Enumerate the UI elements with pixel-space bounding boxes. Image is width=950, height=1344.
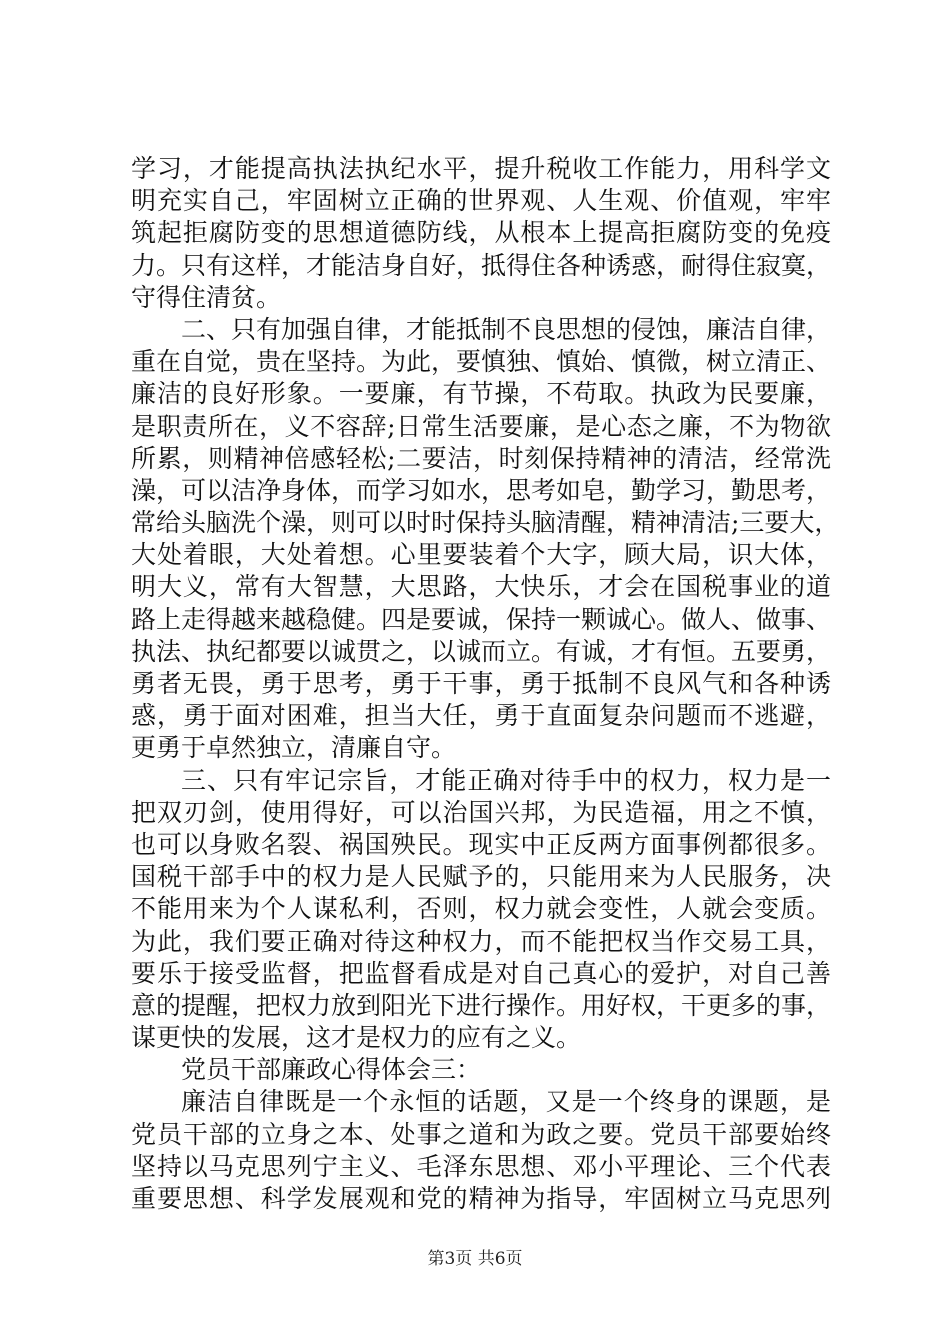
paragraph-start-line: 二、只有加强自律，才能抵制不良思想的侵蚀，廉洁自律， bbox=[181, 314, 832, 344]
text-line: 党员干部的立身之本、处事之道和为政之要。党员干部要始终 bbox=[131, 1119, 831, 1149]
text-line: 谋更快的发展，这才是权力的应有之义。 bbox=[131, 1023, 582, 1053]
text-line: 常给头脑洗个澡，则可以时时保持头脑清醒，精神清洁;三要大， bbox=[131, 508, 840, 538]
text-line: 不能用来为个人谋私利，否则，权力就会变性，人就会变质。 bbox=[131, 894, 831, 924]
text-line: 要乐于接受监督，把监督看成是对自己真心的爱护，对自己善 bbox=[131, 958, 831, 988]
text-line: 力。只有这样，才能洁身自好，抵得住各种诱惑，耐得住寂寞， bbox=[131, 250, 832, 280]
text-line: 筑起拒腐防变的思想道德防线，从根本上提高拒腐防变的免疫 bbox=[131, 218, 831, 248]
text-line: 守得住清贫。 bbox=[131, 282, 282, 312]
text-line: 是职责所在，义不容辞;日常生活要廉，是心态之廉，不为物欲 bbox=[131, 411, 831, 441]
text-line: 国税干部手中的权力是人民赋予的，只能用来为人民服务，决 bbox=[131, 862, 831, 892]
text-line: 明充实自己，牢固树立正确的世界观、人生观、价值观，牢牢 bbox=[131, 186, 831, 216]
text-line: 路上走得越来越稳健。四是要诚，保持一颗诚心。做人、做事、 bbox=[131, 604, 832, 634]
page-number-footer: 第3页 共6页 bbox=[427, 1249, 523, 1269]
text-line: 重要思想、科学发展观和党的精神为指导，牢固树立马克思列 bbox=[131, 1184, 831, 1213]
text-line: 也可以身败名裂、祸国殃民。现实中正反两方面事例都很多。 bbox=[131, 829, 831, 859]
text-line: 惑，勇于面对困难，担当大任，勇于直面复杂问题而不逃避， bbox=[131, 701, 831, 731]
text-line: 大处着眼，大处着想。心里要装着个大字，顾大局，识大体， bbox=[131, 540, 831, 570]
text-line: 明大义，常有大智慧，大思路，大快乐，才会在国税事业的道 bbox=[131, 572, 831, 602]
text-line: 廉洁的良好形象。一要廉，有节操，不苟取。执政为民要廉， bbox=[131, 379, 831, 409]
text-line: 所累，则精神倍感轻松;二要洁，时刻保持精神的清洁，经常洗 bbox=[131, 443, 831, 473]
text-line: 意的提醒，把权力放到阳光下进行操作。用好权，干更多的事， bbox=[131, 990, 832, 1020]
text-line: 为此，我们要正确对待这种权力，而不能把权当作交易工具， bbox=[131, 926, 831, 956]
text-line: 重在自觉，贵在坚持。为此，要慎独、慎始、慎微，树立清正、 bbox=[131, 347, 832, 377]
text-line: 更勇于卓然独立，清廉自守。 bbox=[131, 733, 457, 763]
paragraph-start-line: 廉洁自律既是一个永恒的话题，又是一个终身的课题，是 bbox=[181, 1087, 831, 1117]
text-line: 学习，才能提高执法执纪水平，提升税收工作能力，用科学文 bbox=[131, 154, 831, 183]
text-line: 坚持以马克思列宁主义、毛泽东思想、邓小平理论、三个代表 bbox=[131, 1151, 831, 1181]
text-line: 把双刃剑，使用得好，可以治国兴邦，为民造福，用之不慎， bbox=[131, 797, 831, 827]
section-heading: 党员干部廉政心得体会三： bbox=[181, 1055, 482, 1085]
text-line: 勇者无畏，勇于思考，勇于干事，勇于抵制不良风气和各种诱 bbox=[131, 669, 831, 698]
paragraph-start-line: 三、只有牢记宗旨，才能正确对待手中的权力，权力是一 bbox=[181, 765, 831, 795]
text-line: 澡，可以洁净身体，而学习如水，思考如皂，勤学习，勤思考， bbox=[131, 475, 832, 505]
text-line: 执法、执纪都要以诚贯之，以诚而立。有诚，才有恒。五要勇， bbox=[131, 636, 832, 666]
document-body bbox=[131, 153, 840, 1215]
